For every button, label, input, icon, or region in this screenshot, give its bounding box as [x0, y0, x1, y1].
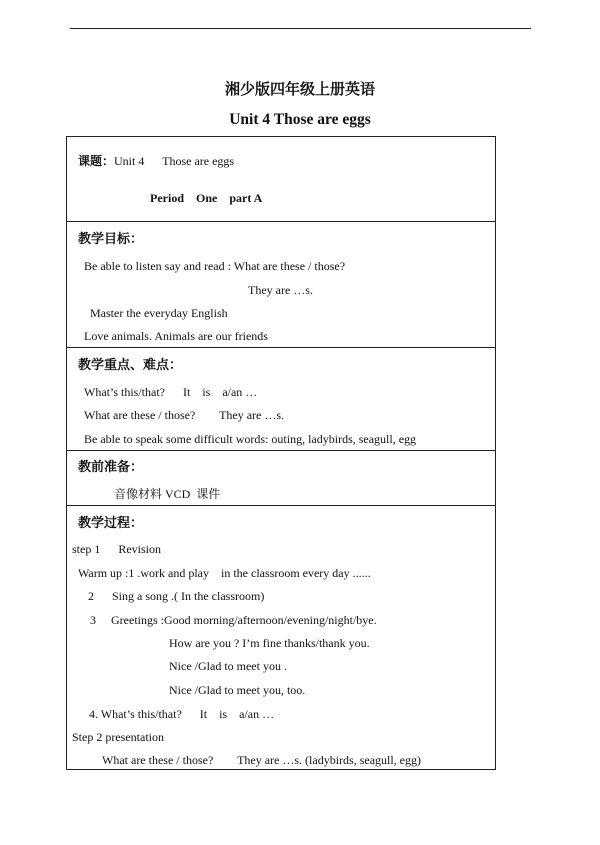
key-point-line: Be able to speak some difficult words: outing, ladybirds, seagull, egg [84, 432, 417, 446]
process-line: Warm up :1 .work and play in the classroom every day ...... [78, 566, 371, 580]
lesson-plan-table [66, 136, 496, 770]
process-heading: 教学过程： [78, 515, 144, 530]
objective-line: They are …s. [248, 283, 313, 297]
process-line: How are you ? I’m fine thanks/thank you. [169, 636, 370, 650]
header-rule [70, 28, 531, 29]
process-line: step 1 Revision [72, 542, 161, 556]
document-title-unit: Unit 4 Those are eggs [229, 111, 371, 128]
process-line: What are these / those? They are …s. (ladybirds, seagull, egg) [102, 753, 422, 767]
process-line: 3 Greetings :Good morning/afternoon/evening/night/bye. [90, 613, 377, 627]
process-line: Nice /Glad to meet you, too. [169, 683, 306, 697]
objective-line: Love animals. Animals are our friends [84, 329, 268, 343]
preparation-line: 音像材料 VCD 课件 [114, 487, 221, 501]
process-line: Nice /Glad to meet you . [169, 659, 287, 673]
objective-line: Be able to listen say and read : What are these / those? [84, 259, 346, 273]
topic-label: 课题： [78, 154, 115, 168]
process-line: 2 Sing a song .( In the classroom) [88, 589, 265, 603]
key-point-line: What’s this/that? It is a/an … [84, 385, 258, 399]
document-title-chinese: 湘少版四年级上册英语 [224, 82, 375, 98]
key-point-line: What are these / those? They are …s. [84, 408, 285, 422]
process-line: Step 2 presentation [72, 730, 164, 744]
key-points-heading: 教学重点、难点： [78, 357, 183, 372]
section-divider [67, 221, 495, 222]
topic-row [78, 154, 234, 168]
objectives-heading: 教学目标： [78, 231, 144, 246]
objective-line: Master the everyday English [90, 306, 228, 320]
period-label: Period One part A [150, 191, 263, 205]
topic-value: Unit 4 Those are eggs [114, 154, 235, 168]
section-divider [67, 347, 495, 348]
section-divider [67, 505, 495, 506]
preparation-heading: 教前准备： [78, 459, 144, 474]
section-divider [67, 450, 495, 451]
process-line: 4. What’s this/that? It is a/an … [89, 707, 275, 721]
